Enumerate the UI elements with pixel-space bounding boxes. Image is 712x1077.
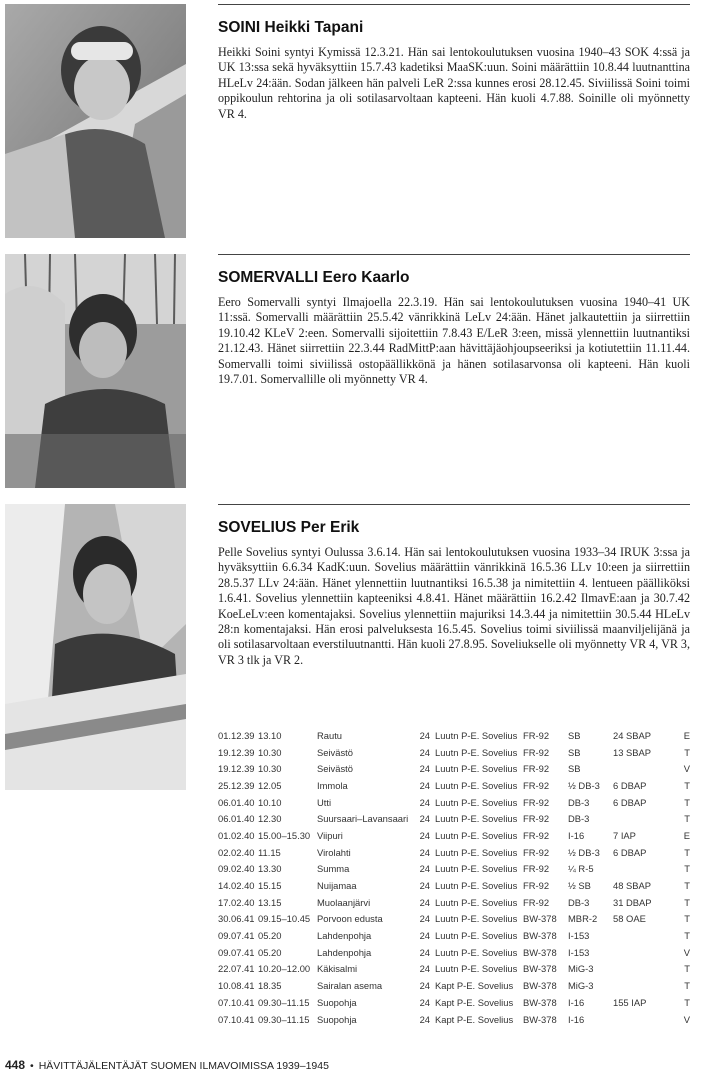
cell-enemy-type: I-16	[568, 1013, 585, 1025]
cell-enemy-unit	[613, 977, 673, 994]
cell-enemy-type: I-153	[568, 930, 590, 942]
cell-enemy-type: DB-3	[568, 813, 590, 825]
cell-status: T	[684, 896, 690, 908]
cell-date: 09.07.41	[218, 930, 255, 942]
cell-date: 10.08.41	[218, 980, 255, 992]
table-row	[218, 810, 690, 827]
cell-aircraft: FR-92	[523, 779, 550, 791]
cell-location: Käkisalmi	[317, 963, 358, 975]
cell-pilot: Kapt P-E. Sovelius	[435, 996, 514, 1008]
cell-enemy-unit: 6 DBAP	[613, 779, 647, 791]
cell-enemy-unit: 7 IAP	[613, 829, 636, 841]
cell-date: 01.12.39	[218, 729, 255, 741]
table-row	[218, 1011, 690, 1028]
cell-time: 11.15	[258, 846, 281, 858]
cell-time: 18.35	[258, 980, 282, 992]
cell-pilot: Luutn P-E. Sovelius	[435, 729, 518, 741]
cell-squadron: 24	[419, 796, 430, 808]
cell-date: 22.07.41	[218, 963, 255, 975]
cell-enemy-type: SB	[568, 763, 581, 775]
cell-pilot: Luutn P-E. Sovelius	[435, 896, 518, 908]
entry-sovelius	[218, 504, 690, 668]
cell-location: Suopohja	[317, 1013, 357, 1025]
cell-pilot: Luutn P-E. Sovelius	[435, 829, 518, 841]
cell-squadron: 24	[419, 746, 430, 758]
cell-time: 12.05	[258, 779, 282, 791]
table-row	[218, 727, 690, 744]
pilot-photo-somervalli	[5, 254, 186, 488]
cell-pilot: Luutn P-E. Sovelius	[435, 880, 518, 892]
bullet: •	[30, 1060, 34, 1072]
cell-time: 10.20–12.00	[258, 963, 311, 975]
cell-enemy-type: ½ DB-3	[568, 846, 600, 858]
cell-location: Seivästö	[317, 763, 353, 775]
table-row	[218, 927, 690, 944]
cell-status: T	[684, 980, 690, 992]
cell-location: Suopohja	[317, 996, 357, 1008]
cell-enemy-type: MiG-3	[568, 980, 594, 992]
cell-enemy-unit: 24 SBAP	[613, 729, 652, 741]
cell-location: Seivästö	[317, 746, 353, 758]
cell-aircraft: FR-92	[523, 813, 550, 825]
cell-status: T	[684, 963, 690, 975]
cell-pilot: Luutn P-E. Sovelius	[435, 796, 518, 808]
cell-date: 09.02.40	[218, 863, 255, 875]
table-row	[218, 794, 690, 811]
cell-squadron: 24	[419, 829, 430, 841]
cell-aircraft: FR-92	[523, 896, 550, 908]
cell-time: 12.30	[258, 813, 282, 825]
table-row	[218, 827, 690, 844]
cell-status: T	[684, 880, 690, 892]
cell-pilot: Luutn P-E. Sovelius	[435, 779, 518, 791]
cell-location: Suursaari–Lavansaari	[317, 813, 409, 825]
cell-status: T	[684, 930, 690, 942]
cell-location: Nuijamaa	[317, 880, 357, 892]
cell-date: 19.12.39	[218, 746, 255, 758]
cell-squadron: 24	[419, 779, 430, 791]
cell-pilot: Luutn P-E. Sovelius	[435, 863, 518, 875]
cell-status: T	[684, 996, 690, 1008]
cell-location: Porvoon edusta	[317, 913, 383, 925]
cell-squadron: 24	[419, 863, 430, 875]
entry-somervalli	[218, 254, 690, 387]
cell-aircraft: FR-92	[523, 863, 550, 875]
cell-enemy-unit	[613, 961, 673, 978]
cell-time: 15.00–15.30	[258, 829, 311, 841]
cell-enemy-type: I-153	[568, 946, 590, 958]
cell-pilot: Luutn P-E. Sovelius	[435, 763, 518, 775]
table-row	[218, 844, 690, 861]
cell-enemy-unit: 155 IAP	[613, 996, 647, 1008]
cell-aircraft: BW-378	[523, 1013, 557, 1025]
cell-aircraft: BW-378	[523, 913, 557, 925]
table-row	[218, 911, 690, 928]
cell-time: 15.15	[258, 880, 282, 892]
cell-enemy-type: I-16	[568, 996, 585, 1008]
pilot-name: SOINI Heikki Tapani	[218, 19, 364, 36]
cell-pilot: Luutn P-E. Sovelius	[435, 963, 518, 975]
cell-aircraft: FR-92	[523, 796, 550, 808]
pilot-biography: Heikki Soini syntyi Kymissä 12.3.21. Hän sai lentokoulutuksen vuosina 1940–43 SOK 4:ssä ja UK 13:ssa sekä hyväksyttiin 15.7.43 kadetiksi MaaSK:uun. Soini määrättiin 10.8.44 luutnanttina HLeLv 24:ään. Sodan jälkeen hän palveli LeR 2:ssa kunnes erosi 28.12.45. Siviilissä Soini toimi oppikoulun rehtorina ja oli sotilasarvoltaan kapteeni. Hän kuoli 4.7.88. Soinille oli myönnetty VR 4.	[218, 45, 690, 121]
cell-status: V	[683, 1013, 690, 1025]
cell-status: T	[684, 813, 690, 825]
cell-enemy-type: DB-3	[568, 796, 590, 808]
cell-enemy-unit: 31 DBAP	[613, 896, 652, 908]
book-title: HÄVITTÄJÄLENTÄJÄT SUOMEN ILMAVOIMISSA 1939–1945	[38, 1060, 329, 1072]
cell-status: T	[684, 796, 690, 808]
cell-aircraft: FR-92	[523, 829, 550, 841]
table-row	[218, 994, 690, 1011]
cell-squadron: 24	[419, 846, 430, 858]
cell-aircraft: BW-378	[523, 946, 557, 958]
cell-enemy-unit: 13 SBAP	[613, 746, 652, 758]
cell-date: 25.12.39	[218, 779, 255, 791]
cell-enemy-unit	[613, 810, 673, 827]
cell-squadron: 24	[419, 729, 430, 741]
table-row	[218, 977, 690, 994]
cell-location: Utti	[317, 796, 332, 808]
cell-enemy-type: ½ SB	[568, 880, 591, 892]
table-row	[218, 861, 690, 878]
cell-date: 02.02.40	[218, 846, 255, 858]
pilot-biography: Pelle Sovelius syntyi Oulussa 3.6.14. Hän sai lentokoulutuksen vuosina 1933–34 IRUK 3:ssa ja hyväksyttiin 6.6.34 KadK:uun. Sovelius määrättiin vänrikkinä 16.5.36 LLv 10:een ja siirrettiin 28.5.37 LLv 24:ään. Hänet ylennettiin luutnantiksi 16.5.38 ja nimitettiin 4. lentueen päälliköksi 1.6.41. Sovelius ylennettiin kapteeniksi 4.8.41. Hänet määrättiin 16.2.42 IlmavE:aan ja 30.7.42 KoeLeLv:een komentajaksi. Sovelius ylennettiin majuriksi 14.3.44 ja nimitettiin 30.5.44 HLeLv 28:n komentajaksi. Hän erosi palveluksesta 16.5.45. Sovelius toimi siviilissä maanviljelijänä ja oli sotilasarvoltaan everstiluutnantti. Hän kuoli 27.8.95. Soveliukselle oli myönnetty VR 4, VR 3, VR 3 tlk ja VR 2.	[218, 545, 690, 667]
table-row	[218, 961, 690, 978]
cell-status: E	[683, 729, 690, 741]
cell-enemy-unit	[613, 760, 673, 777]
cell-squadron: 24	[419, 763, 430, 775]
cell-date: 06.01.40	[218, 813, 255, 825]
pilot-photo-soini	[5, 4, 186, 238]
table-row	[218, 744, 690, 761]
cell-squadron: 24	[419, 930, 430, 942]
table-row	[218, 877, 690, 894]
cell-squadron: 24	[419, 913, 430, 925]
cell-time: 13.10	[258, 729, 282, 741]
cell-enemy-type: ½ DB-3	[568, 779, 600, 791]
cell-date: 01.02.40	[218, 829, 255, 841]
cell-enemy-type: MiG-3	[568, 963, 594, 975]
cell-location: Virolahti	[317, 846, 351, 858]
cell-location: Rautu	[317, 729, 343, 741]
cell-enemy-unit: 6 DBAP	[613, 796, 647, 808]
cell-location: Viipuri	[317, 829, 343, 841]
pilot-name: SOMERVALLI Eero Kaarlo	[218, 269, 410, 286]
cell-date: 14.02.40	[218, 880, 255, 892]
cell-time: 13.30	[258, 863, 282, 875]
cell-pilot: Luutn P-E. Sovelius	[435, 913, 518, 925]
cell-location: Sairalan asema	[317, 980, 383, 992]
cell-enemy-unit	[613, 927, 673, 944]
cell-aircraft: FR-92	[523, 746, 550, 758]
cell-enemy-unit	[613, 1011, 673, 1028]
section-divider	[218, 504, 690, 505]
page-number: 448	[5, 1058, 26, 1072]
cell-squadron: 24	[419, 896, 430, 908]
cell-squadron: 24	[419, 813, 430, 825]
cell-pilot: Luutn P-E. Sovelius	[435, 930, 518, 942]
cell-aircraft: BW-378	[523, 963, 557, 975]
cell-aircraft: BW-378	[523, 980, 557, 992]
cell-date: 09.07.41	[218, 946, 255, 958]
cell-aircraft: BW-378	[523, 930, 557, 942]
cell-squadron: 24	[419, 880, 430, 892]
cell-enemy-type: DB-3	[568, 896, 590, 908]
cell-status: T	[684, 846, 690, 858]
cell-time: 09.30–11.15	[258, 1013, 310, 1025]
cell-date: 07.10.41	[218, 996, 255, 1008]
cell-enemy-unit: 58 OAE	[613, 913, 646, 925]
cell-location: Immola	[317, 779, 348, 791]
entry-soini	[218, 4, 690, 122]
cell-squadron: 24	[419, 996, 430, 1008]
cell-time: 13.15	[258, 896, 282, 908]
cell-enemy-type: SB	[568, 729, 581, 741]
cell-time: 09.15–10.45	[258, 913, 311, 925]
cell-time: 09.30–11.15	[258, 996, 310, 1008]
cell-pilot: Kapt P-E. Sovelius	[435, 1013, 514, 1025]
cell-squadron: 24	[419, 946, 430, 958]
cell-aircraft: FR-92	[523, 729, 550, 741]
victory-table	[218, 727, 690, 1027]
cell-enemy-type: SB	[568, 746, 581, 758]
cell-enemy-type: I-16	[568, 829, 585, 841]
cell-date: 19.12.39	[218, 763, 255, 775]
cell-date: 30.06.41	[218, 913, 255, 925]
cell-time: 05.20	[258, 930, 282, 942]
cell-location: Lahdenpohja	[317, 946, 372, 958]
cell-squadron: 24	[419, 980, 430, 992]
cell-pilot: Luutn P-E. Sovelius	[435, 746, 518, 758]
cell-location: Summa	[317, 863, 350, 875]
cell-aircraft: FR-92	[523, 763, 550, 775]
cell-pilot: Luutn P-E. Sovelius	[435, 813, 518, 825]
cell-aircraft: FR-92	[523, 846, 550, 858]
table-row	[218, 944, 690, 961]
cell-pilot: Kapt P-E. Sovelius	[435, 980, 514, 992]
cell-date: 07.10.41	[218, 1013, 255, 1025]
cell-date: 06.01.40	[218, 796, 255, 808]
cell-squadron: 24	[419, 1013, 430, 1025]
pilot-name: SOVELIUS Per Erik	[218, 519, 360, 536]
cell-date: 17.02.40	[218, 896, 255, 908]
cell-time: 10.30	[258, 763, 282, 775]
cell-status: V	[683, 946, 690, 958]
cell-enemy-unit	[613, 861, 673, 878]
cell-status: V	[683, 763, 690, 775]
table-row	[218, 760, 690, 777]
cell-status: T	[684, 863, 690, 875]
section-divider	[218, 254, 690, 255]
cell-time: 10.30	[258, 746, 282, 758]
pilot-photo-sovelius	[5, 504, 186, 790]
cell-squadron: 24	[419, 963, 430, 975]
cell-status: T	[684, 746, 690, 758]
cell-status: T	[684, 779, 690, 791]
cell-status: T	[684, 913, 690, 925]
cell-enemy-unit: 48 SBAP	[613, 880, 652, 892]
table-row	[218, 894, 690, 911]
cell-location: Muolaanjärvi	[317, 896, 371, 908]
cell-enemy-unit	[613, 944, 673, 961]
page-footer	[5, 1058, 329, 1072]
cell-location: Lahdenpohja	[317, 930, 372, 942]
pilot-biography: Eero Somervalli syntyi Ilmajoella 22.3.19. Hän sai lentokoulutuksen vuosina 1940–41 UK 11:ssä. Somervalli määrättiin 25.5.42 vänrikkinä LeLv 24:ään. Hänet jalkautettiin ja siirrettiin 19.10.42 KLeV 2:een. Somervalli sijoitettiin 7.8.43 E/LeR 3:een, missä ylennettiin luutnantiksi 21.12.43. Hänet siirrettiin 22.3.44 RadMittP:aan hävittäjäohjoupseeriksi ja kotiutettiin 11.11.44. Somervalli toimi siviilissä ostopäällikkönä ja hänen sotilasarvonsa oli kapteeni. Hän kuoli 19.7.01. Somervallille oli myönnetty VR 4.	[218, 295, 690, 387]
cell-time: 10.10	[258, 796, 282, 808]
table-row	[218, 777, 690, 794]
cell-time: 05.20	[258, 946, 282, 958]
cell-enemy-type: ¼ R-5	[568, 863, 594, 875]
section-divider	[218, 4, 690, 5]
cell-aircraft: BW-378	[523, 996, 557, 1008]
cell-pilot: Luutn P-E. Sovelius	[435, 946, 518, 958]
cell-enemy-unit: 6 DBAP	[613, 846, 647, 858]
cell-pilot: Luutn P-E. Sovelius	[435, 846, 518, 858]
cell-enemy-type: MBR-2	[568, 913, 598, 925]
cell-status: E	[683, 829, 690, 841]
cell-aircraft: FR-92	[523, 880, 550, 892]
